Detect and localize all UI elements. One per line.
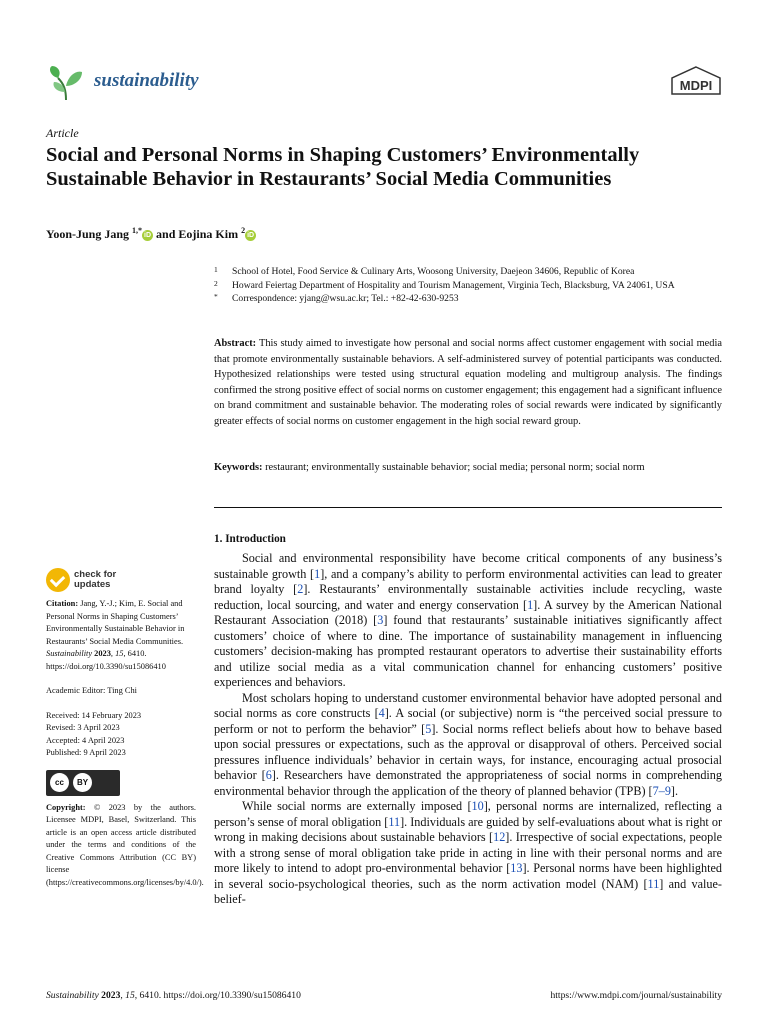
citation-text: Jang, Y.-J.; Kim, E. Social and Personal Norms in Shaping Customers’ Environmentally Sustainable Behavior in Restaurants’ Social Media Communities. [46,599,185,646]
author-affiliation-mark: 2 [241,226,246,235]
published-date: Published: 9 April 2023 [46,748,126,757]
section-heading: 1. Introduction [214,533,286,545]
paragraph-text: ] and value-belief- [214,876,722,906]
publication-dates [46,710,196,760]
affiliation-mark: 2 [214,278,218,288]
citation-link[interactable]: 1 [527,597,534,612]
citation-doi[interactable]: , 6410. https://doi.org/10.3390/su15086410 [46,649,166,671]
author-name: Yoon-Jung Jang [46,227,130,241]
affiliation-mark: * [214,292,218,301]
abstract-text: This study aimed to investigate how personal and social norms affect customer engagement with social media that promote environmentally sustainable behaviors. A self-administered survey of potential participants was conducted. Hypothesized relationships were tested using structural equation modeling and multigroup analysis. The findings confirmed the strong positive effect of social norms on customer engagement; this engagement had a significant influence on brand commitment and sustainable behavior. The moderating roles of social rewards were indicated by significantly greater effects of social norms on customer engagement in the high social reward group. [214,338,722,427]
revised-date: Revised: 3 April 2023 [46,723,120,732]
citation-label: Citation: [46,599,79,608]
affiliation-text: Correspondence: yjang@wsu.ac.kr; Tel.: +82-42-630-9253 [232,293,459,304]
affiliations [214,265,722,306]
introduction-body [214,551,722,908]
keywords-text: restaurant; environmentally sustainable behavior; social media; personal norm; social norm [265,462,645,473]
affiliation-item [214,265,722,279]
orcid-icon[interactable]: iD [247,232,255,239]
page-footer [46,990,722,1001]
copyright-label: Copyright: [46,802,86,812]
paragraph-text: ]. Irrespective of social expectations, people with a strong sense of moral obligation take pride in acting in line with their personal norms and are more likely to intend to adopt pro-environmental behavior [ [214,830,722,875]
citation-link[interactable]: 2 [297,582,304,596]
citation-block: Citation: Jang, Y.-J.; Kim, E. Social and Personal Norms in Shaping Customers’ Environmentally Sustainable Behavior in Restaurants’ Social Media Communities. Sustainability 2023, 15, 6410. https://doi.org/10.3390/su15086410 [46,599,185,671]
keywords [214,460,722,476]
paragraph-text: ]. Researchers have demonstrated the appropriateness of social norms in comprehending environmental behavior through the application of the theory of planned behavior (TPB) [ [214,768,722,798]
affiliation-text: School of Hotel, Food Service & Culinary Arts, Woosong University, Daejeon 34606, Republic of Korea [232,266,635,277]
journal-name[interactable]: sustainability [94,70,199,91]
paragraph-text: ]. [670,783,679,798]
footer-year: 2023 [101,990,121,1001]
affiliation-item [214,292,722,306]
sustainability-leaf-logo-icon [46,62,86,102]
body-paragraph [214,799,722,908]
citation-year: 2023 [94,649,111,658]
citation-volume: 15 [115,649,124,658]
cc-icon: cc [50,773,69,792]
copyright-text: © 2023 by the authors. Licensee MDPI, Basel, Switzerland. This article is an open access article distributed under the terms and conditions of the Creative Commons Attribution (CC BY) license (https://creativecommons.org/licenses/by/4.0/). [46,802,204,887]
copyright-notice [46,802,204,890]
footer-citation: Sustainability 2023, 15, 6410. https://doi.org/10.3390/su15086410 [46,990,301,1001]
mdpi-logo-icon[interactable] [670,66,722,98]
paragraph-text: ]. Restaurants’ environmentally sustainable activities include recycling, waste reduction, local sourcing, and water and energy conservation [ [214,582,722,612]
article-sidebar [46,566,204,889]
citation-link[interactable]: 13 [510,861,523,875]
citation-link[interactable]: 4 [378,706,385,720]
check-mark-icon [46,568,70,592]
footer-volume: 15 [125,990,135,1001]
paragraph-text: ]. Personal norms have been highlighted in several socio-psychological theories, such as the norm activation model (NAM) [ [214,861,722,891]
citation-link[interactable]: 11 [388,814,401,829]
citation-link[interactable]: 10 [471,799,484,813]
check-updates-line1: check for [74,569,117,580]
publisher-name: MDPI [679,78,713,93]
author-list [46,226,256,242]
received-date: Received: 14 February 2023 [46,710,142,720]
footer-journal-url[interactable]: https://www.mdpi.com/journal/sustainability [550,990,722,1001]
citation-link[interactable]: 1 [314,566,321,581]
journal-header [46,62,722,102]
paragraph-text: While social norms are externally imposed [ [242,799,472,813]
affiliation-mark: 1 [214,265,218,274]
paragraph-text: ] found that restaurants’ sustainable initiatives significantly affect customers’ choice of where to dine. The importance of sustainability management in influencing customers’ decision-making has prompted restaurant operators to advertise their sustainability efforts and utilize social media as a vital communication channel for enhancing customers’ positive experiences and behaviors. [214,613,722,689]
affiliation-text: Howard Feiertag Department of Hospitality and Tourism Management, Virginia Tech, Blacksburg, VA 24061, USA [232,279,675,291]
orcid-icon[interactable]: iD [144,232,152,239]
citation-link[interactable]: 11 [647,876,660,891]
citation-link[interactable]: 5 [425,721,432,736]
citation-link[interactable]: 7–9 [652,783,671,798]
citation-journal: Sustainability [46,649,93,658]
author-name: Eojina Kim [178,227,239,241]
paragraph-text: ], and a company’s ability to perform environmental activities can lead to greater brand loyalty [ [214,566,722,596]
paragraph-text: Most scholars hoping to understand customer environmental behavior have adopted personal and social norms as core constructs [ [214,690,722,720]
footer-doi[interactable]: , 6410. https://doi.org/10.3390/su15086410 [134,990,301,1001]
paragraph-text: ]. Individuals are guided by self-evaluations about what is right or wrong in making decisions about sustainable behaviors [ [214,814,722,844]
paragraph-text: ]. Social norms reflect beliefs about how to behave based upon social pressures or expectations, such as the approval or disapproval of others. Perceived social pressures influence individuals’ behavior in certain ways, for instance, encouraging actual prosocial behavior [ [214,721,722,782]
cc-by-license-icon[interactable] [46,770,120,796]
footer-journal: Sustainability [46,990,99,1001]
paragraph-text: ], personal norms are internalized, reflecting a person’s sense of moral obligation [ [214,799,722,829]
abstract-label: Abstract: [214,338,257,349]
body-paragraph [214,691,722,800]
paragraph-text: ]. A social (or subjective) norm is “the perceived social pressure to perform or not to perform the behavior” [ [214,706,722,736]
citation-link[interactable]: 3 [377,613,384,627]
affiliation-item [214,279,722,293]
section-divider [214,507,722,508]
citation-link[interactable]: 6 [265,768,272,782]
paragraph-text: ]. A survey by the American National Restaurant Association (2018) [ [214,597,722,627]
author-conjunction: and [156,227,176,241]
author-affiliation-mark: 1,* [132,226,143,235]
academic-editor: Academic Editor: Ting Chi [46,686,137,695]
body-paragraph [214,551,722,691]
keywords-label: Keywords: [214,462,263,473]
check-updates-line2: updates [74,579,111,590]
by-icon: BY [73,773,92,792]
article-type: Article [46,126,79,140]
citation-link[interactable]: 12 [493,830,506,844]
paragraph-text: Social and environmental responsibility have become critical components of any business’s sustainable growth [ [214,551,722,581]
accepted-date: Accepted: 4 April 2023 [46,735,125,745]
abstract [214,336,722,430]
article-title: Social and Personal Norms in Shaping Customers’ Environmentally Sustainable Behavior in Restaurants’ Social Media Communities [46,144,640,190]
check-for-updates-badge[interactable] [46,566,196,594]
